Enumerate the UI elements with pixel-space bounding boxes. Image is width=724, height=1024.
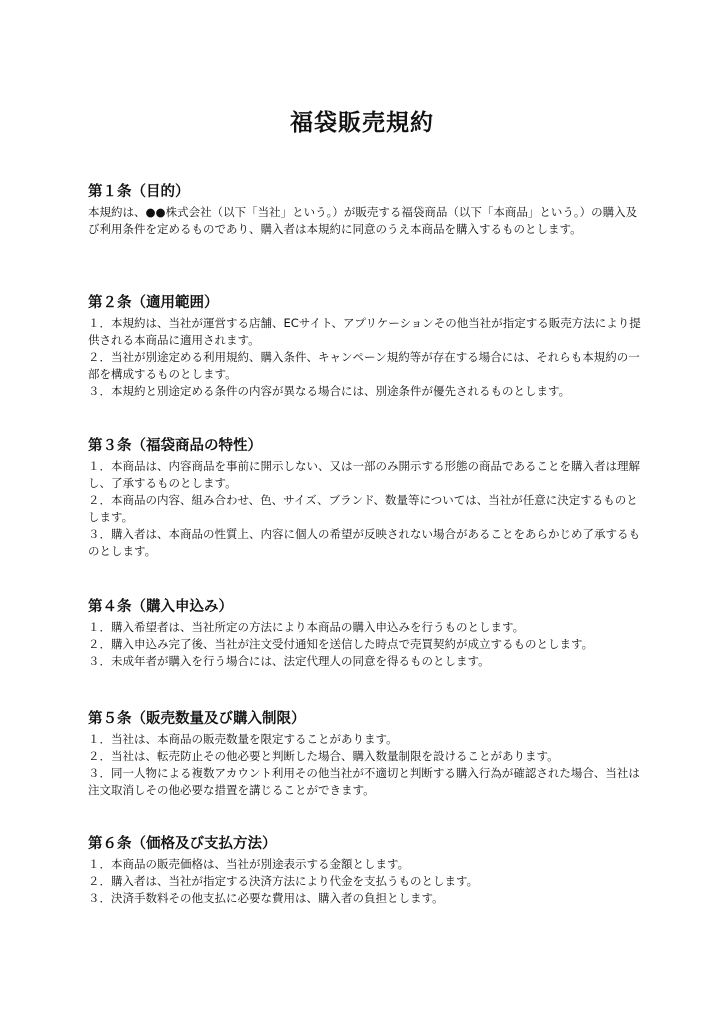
article-body — [88, 315, 648, 400]
article-5 — [88, 710, 648, 799]
article-paragraph: １．本商品は、内容商品を事前に開示しない、又は一部のみ開示する形態の商品であることを購入者は理解し、了承するものとします。 — [88, 459, 640, 490]
article-paragraph: ２．当社は、転売防止その他必要と判断した場合、購入数量制限を設けることがあります。 — [88, 749, 559, 763]
article-body — [88, 619, 648, 670]
article-paragraph: １．本規約は、当社が運営する店舗、ECサイト、アプリケーションその他当社が指定する販売方法により提供される本商品に適用されます。 — [88, 316, 641, 347]
article-heading: 第４条（購入申込み） — [88, 599, 233, 615]
article-paragraph: ２．購入者は、当社が指定する決済方法により代金を支払うものとします。 — [88, 874, 479, 888]
article-paragraph: 本規約は、●●株式会社（以下「当社」という。）が販売する福袋商品（以下「本商品」という。）の購入及び利用条件を定めるものであり、購入者は本規約に同意のうえ本商品を購入するものとします。 — [88, 205, 638, 236]
article-paragraph: １．当社は、本商品の販売数量を限定することがあります。 — [88, 732, 398, 746]
article-paragraph: １．本商品の販売価格は、当社が別途表示する金額とします。 — [88, 857, 410, 871]
article-paragraph: ２．本商品の内容、組み合わせ、色、サイズ、ブランド、数量等については、当社が任意に決定するものとします。 — [88, 493, 638, 524]
article-heading: 第５条（販売数量及び購入制限） — [88, 711, 306, 727]
article-paragraph: １．購入希望者は、当社所定の方法により本商品の購入申込みを行うものとします。 — [88, 620, 525, 634]
article-heading: 第３条（福袋商品の特性） — [88, 438, 262, 454]
article-1 — [88, 183, 648, 238]
article-body — [88, 731, 648, 799]
article-4 — [88, 598, 648, 670]
article-paragraph: ３．決済手数料その他支払に必要な費用は、購入者の負担とします。 — [88, 891, 444, 905]
article-body — [88, 458, 648, 560]
article-body — [88, 856, 648, 907]
article-paragraph: ３．購入者は、本商品の性質上、内容に個人の希望が反映されない場合があることをあらかじめ了承するものとします。 — [88, 527, 640, 558]
article-6 — [88, 835, 648, 907]
article-paragraph: ２．購入申込み完了後、当社が注文受付通知を送信した時点で売買契約が成立するものとします。 — [88, 637, 594, 651]
document-title: 福袋販売規約 — [290, 110, 434, 136]
article-paragraph: ３．本規約と別途定める条件の内容が異なる場合には、別途条件が優先されるものとします。 — [88, 384, 571, 398]
article-2 — [88, 294, 648, 400]
article-body — [88, 204, 648, 238]
article-paragraph: ３．未成年者が購入を行う場合には、法定代理人の同意を得るものとします。 — [88, 654, 490, 668]
article-paragraph: ２．当社が別途定める利用規約、購入条件、キャンペーン規約等が存在する場合には、それらも本規約の一部を構成するものとします。 — [88, 350, 640, 381]
article-heading: 第２条（適用範囲） — [88, 295, 219, 311]
article-heading: 第１条（目的） — [88, 184, 190, 200]
article-heading: 第６条（価格及び支払方法） — [88, 836, 277, 852]
article-3 — [88, 437, 648, 560]
article-paragraph: ３．同一人物による複数アカウント利用その他当社が不適切と判断する購入行為が確認された場合、当社は注文取消しその他必要な措置を講じることができます。 — [88, 766, 640, 797]
